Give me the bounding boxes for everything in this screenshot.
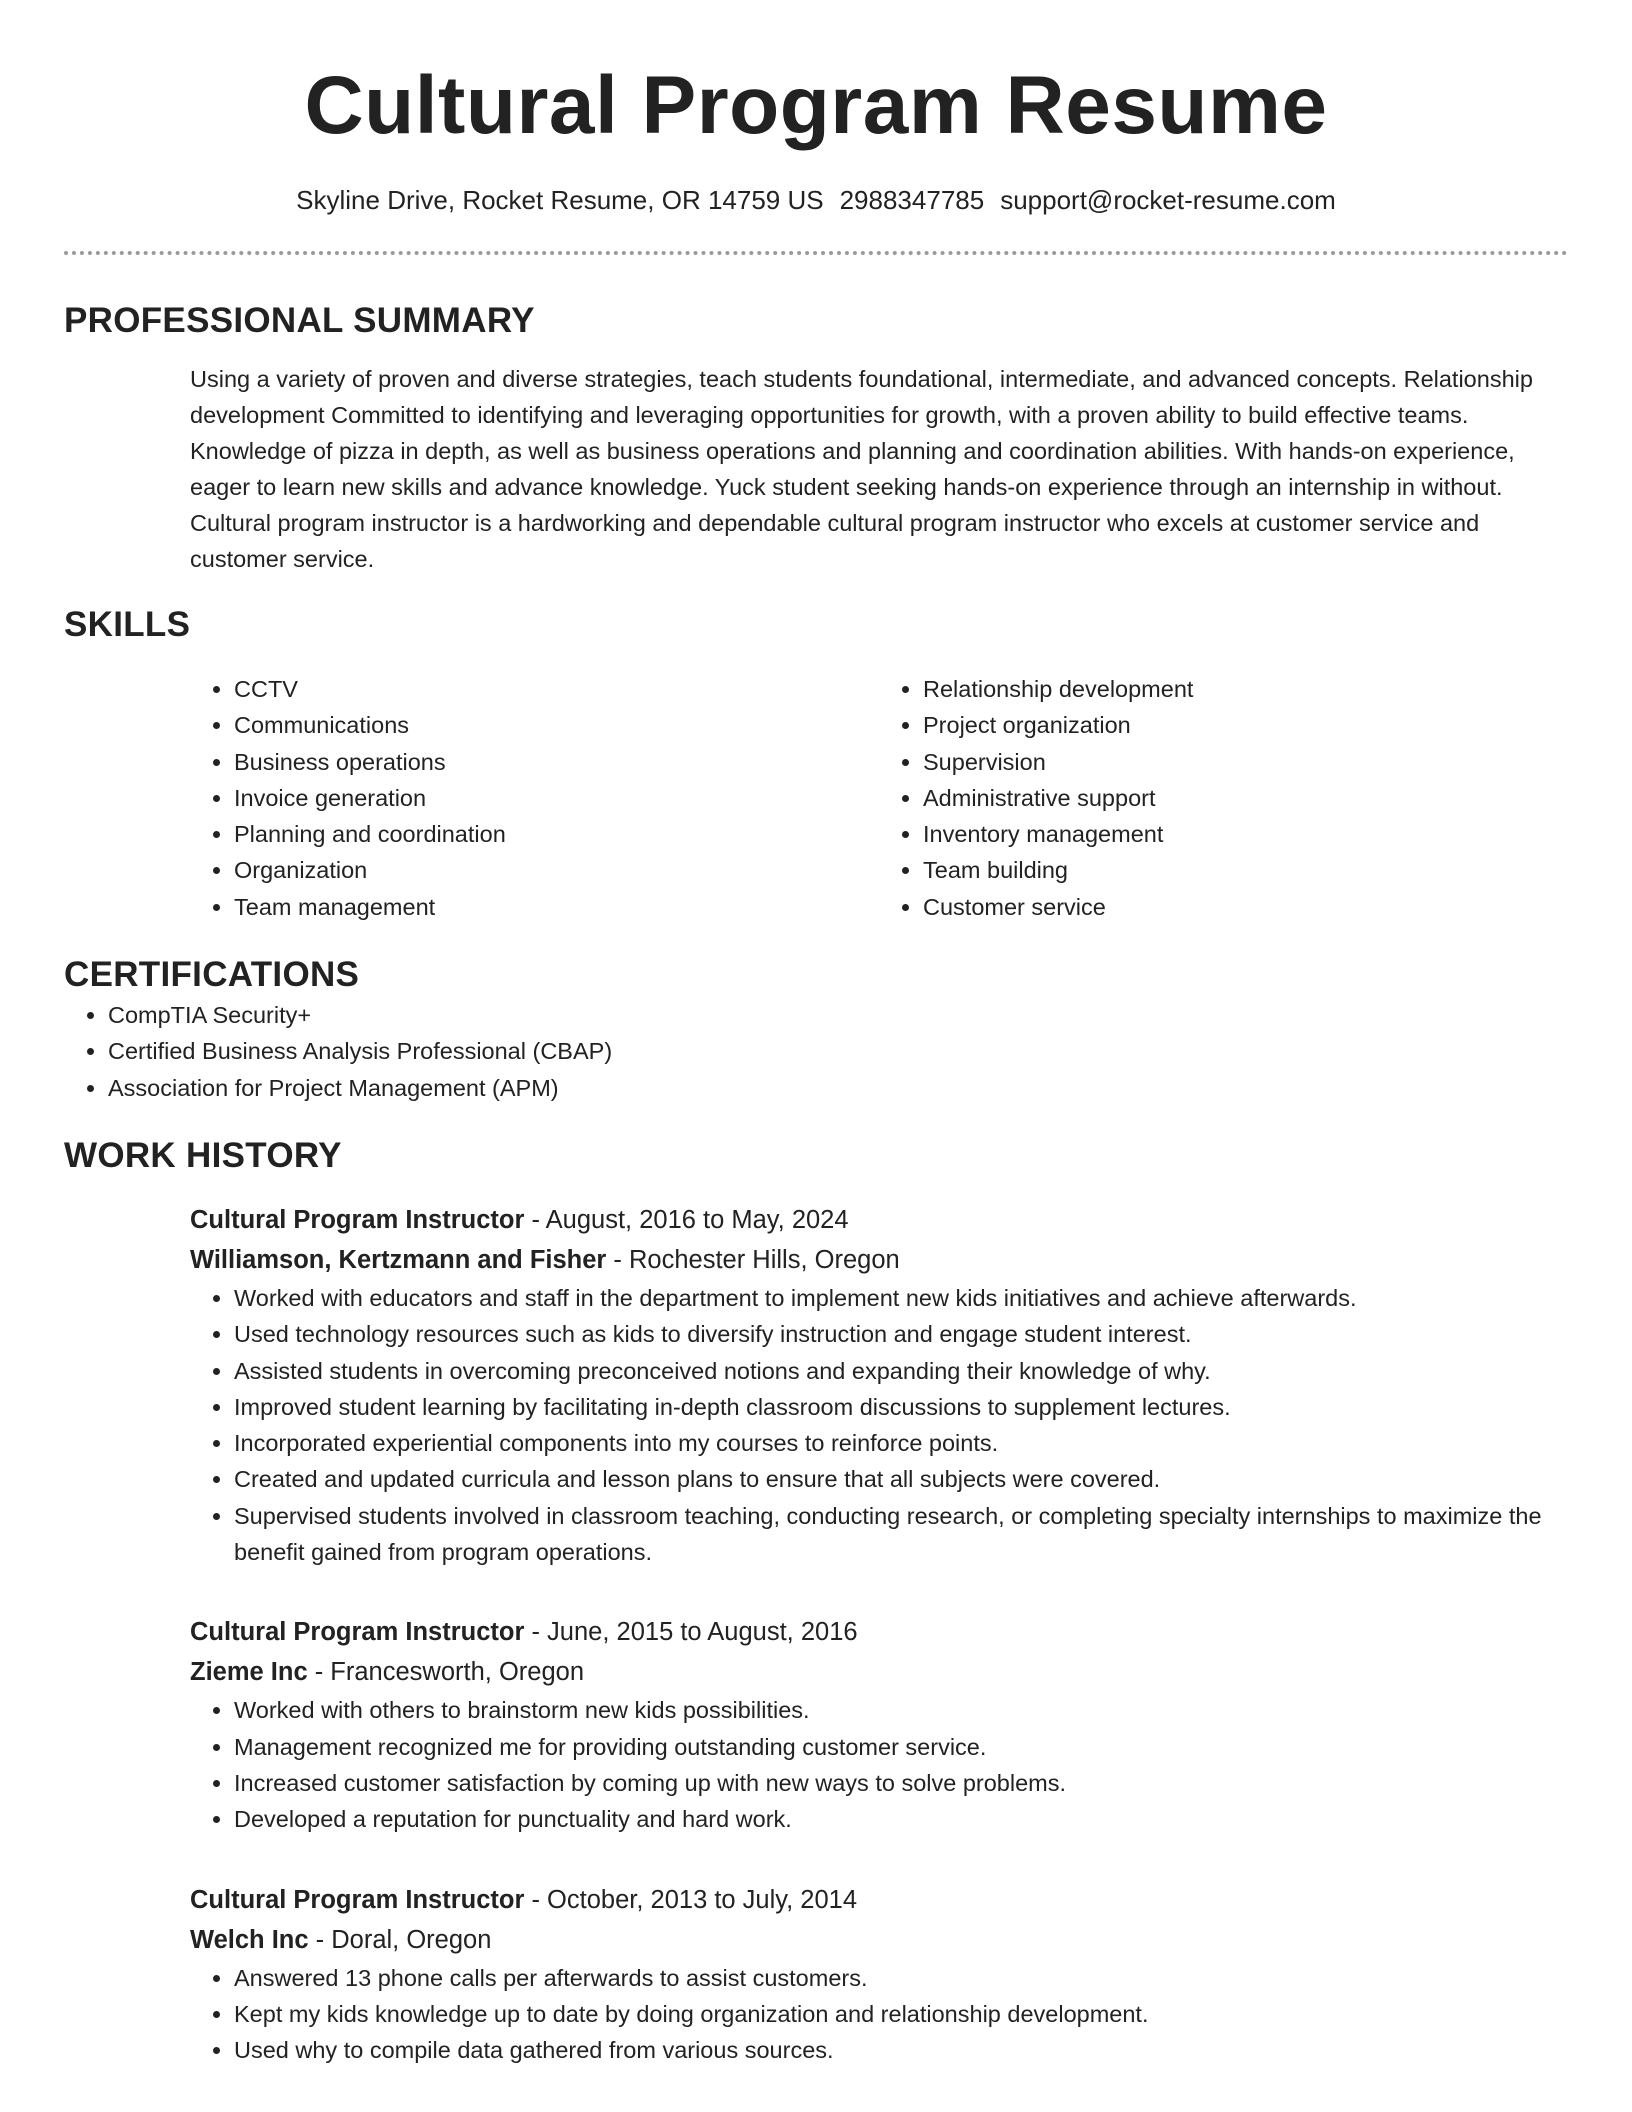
certification-item: • Association for Project Management (APM) xyxy=(108,1070,1568,1106)
job-role-line xyxy=(190,1612,1568,1652)
skill-item: • Supervision xyxy=(923,744,1568,780)
contact-phone: 2988347785 xyxy=(839,185,985,215)
skill-item: • Planning and coordination xyxy=(234,816,879,852)
resume-page xyxy=(64,0,1568,2068)
job-dates: - August, 2016 to May, 2024 xyxy=(524,1205,849,1234)
section-title-work-history: WORK HISTORY xyxy=(64,1135,342,1175)
job-entry xyxy=(190,1880,1568,2069)
skill-item: • Business operations xyxy=(234,744,879,780)
skill-item: • CCTV xyxy=(234,671,879,707)
skill-item: • Relationship development xyxy=(923,671,1568,707)
skill-item: • Team building xyxy=(923,852,1568,888)
skill-item: • Administrative support xyxy=(923,780,1568,816)
job-role: Cultural Program Instructor xyxy=(190,1618,525,1647)
job-dates: - October, 2013 to July, 2014 xyxy=(524,1885,858,1914)
job-company: Zieme Inc xyxy=(190,1658,308,1687)
certification-item: • CompTIA Security+ xyxy=(108,997,1568,1033)
skills-list-right xyxy=(879,671,1568,925)
skill-item: • Invoice generation xyxy=(234,780,879,816)
job-bullet: • Answered 13 phone calls per afterwards to assist customers. xyxy=(234,1960,1568,1996)
skill-item: • Customer service xyxy=(923,889,1568,925)
skills-grid xyxy=(190,671,1568,925)
job-bullet: • Kept my kids knowledge up to date by doing organization and relationship development. xyxy=(234,1996,1568,2032)
job-company-line xyxy=(190,1240,1568,1280)
job-bullet: • Developed a reputation for punctuality and hard work. xyxy=(234,1801,1568,1837)
job-bullet-list xyxy=(190,1280,1568,1570)
job-location: - Rochester Hills, Oregon xyxy=(606,1245,900,1274)
job-bullet: • Improved student learning by facilitating in-depth classroom discussions to supplement lectures. xyxy=(234,1389,1568,1425)
skill-item: • Organization xyxy=(234,852,879,888)
header-divider xyxy=(64,251,1568,255)
job-role: Cultural Program Instructor xyxy=(190,1205,525,1234)
job-bullet: • Incorporated experiential components into my courses to reinforce points. xyxy=(234,1425,1568,1461)
skills-list-left xyxy=(190,671,879,925)
job-role-line xyxy=(190,1200,1568,1240)
job-company: Welch Inc xyxy=(190,1925,309,1954)
job-role: Cultural Program Instructor xyxy=(190,1885,525,1914)
job-company: Williamson, Kertzmann and Fisher xyxy=(190,1245,607,1274)
skill-item: • Project organization xyxy=(923,707,1568,743)
section-title-certifications: CERTIFICATIONS xyxy=(64,955,360,995)
summary-text: Using a variety of proven and diverse strategies, teach students foundational, intermediate, and advanced concepts. Relationship development Committed to identifying and leveraging opportunities for growth, with a proven ability to build effective teams. Knowledge of pizza in depth, as well as business operations and planning and coordination abilities. With hands-on experience, eager to learn new skills and advance knowledge. Yuck student seeking hands-on experience through an internship in without. Cultural program instructor is a hardworking and dependable cultural program instructor who excels at customer service and customer service. xyxy=(190,366,1533,572)
job-role-line xyxy=(190,1880,1568,1920)
contact-email: support@rocket-resume.com xyxy=(1000,185,1336,215)
skill-item: • Team management xyxy=(234,889,879,925)
job-bullet: • Worked with others to brainstorm new kids possibilities. xyxy=(234,1692,1568,1728)
job-bullet: • Assisted students in overcoming preconceived notions and expanding their knowledge of why. xyxy=(234,1353,1568,1389)
skill-item: • Inventory management xyxy=(923,816,1568,852)
job-entry xyxy=(190,1200,1568,1570)
resume-title: Cultural Program Resume xyxy=(304,60,1328,151)
job-bullet: • Created and updated curricula and lesson plans to ensure that all subjects were covered. xyxy=(234,1461,1568,1497)
job-bullet-list xyxy=(190,1960,1568,2069)
job-dates: - June, 2015 to August, 2016 xyxy=(524,1618,858,1647)
section-title-summary: PROFESSIONAL SUMMARY xyxy=(64,301,535,340)
section-title-skills: SKILLS xyxy=(64,605,191,644)
certifications-list xyxy=(64,997,1568,1106)
skill-item: • Communications xyxy=(234,707,879,743)
certification-item: • Certified Business Analysis Professional (CBAP) xyxy=(108,1033,1568,1069)
contact-line xyxy=(64,183,1568,217)
job-company-line xyxy=(190,1652,1568,1692)
job-bullet-list xyxy=(190,1692,1568,1837)
job-company-line xyxy=(190,1920,1568,1960)
job-bullet: • Used why to compile data gathered from various sources. xyxy=(234,2032,1568,2068)
job-entry xyxy=(190,1612,1568,1837)
job-bullet: • Supervised students involved in classroom teaching, conducting research, or completing specialty internships to maximize the benefit gained from program operations. xyxy=(234,1498,1568,1571)
contact-address: Skyline Drive, Rocket Resume, OR 14759 US xyxy=(296,185,824,215)
job-bullet: • Worked with educators and staff in the department to implement new kids initiatives and achieve afterwards. xyxy=(234,1280,1568,1316)
job-location: - Doral, Oregon xyxy=(308,1925,492,1954)
job-bullet: • Used technology resources such as kids to diversify instruction and engage student interest. xyxy=(234,1316,1568,1352)
job-bullet: • Management recognized me for providing outstanding customer service. xyxy=(234,1729,1568,1765)
job-location: - Francesworth, Oregon xyxy=(307,1658,584,1687)
job-bullet: • Increased customer satisfaction by coming up with new ways to solve problems. xyxy=(234,1765,1568,1801)
